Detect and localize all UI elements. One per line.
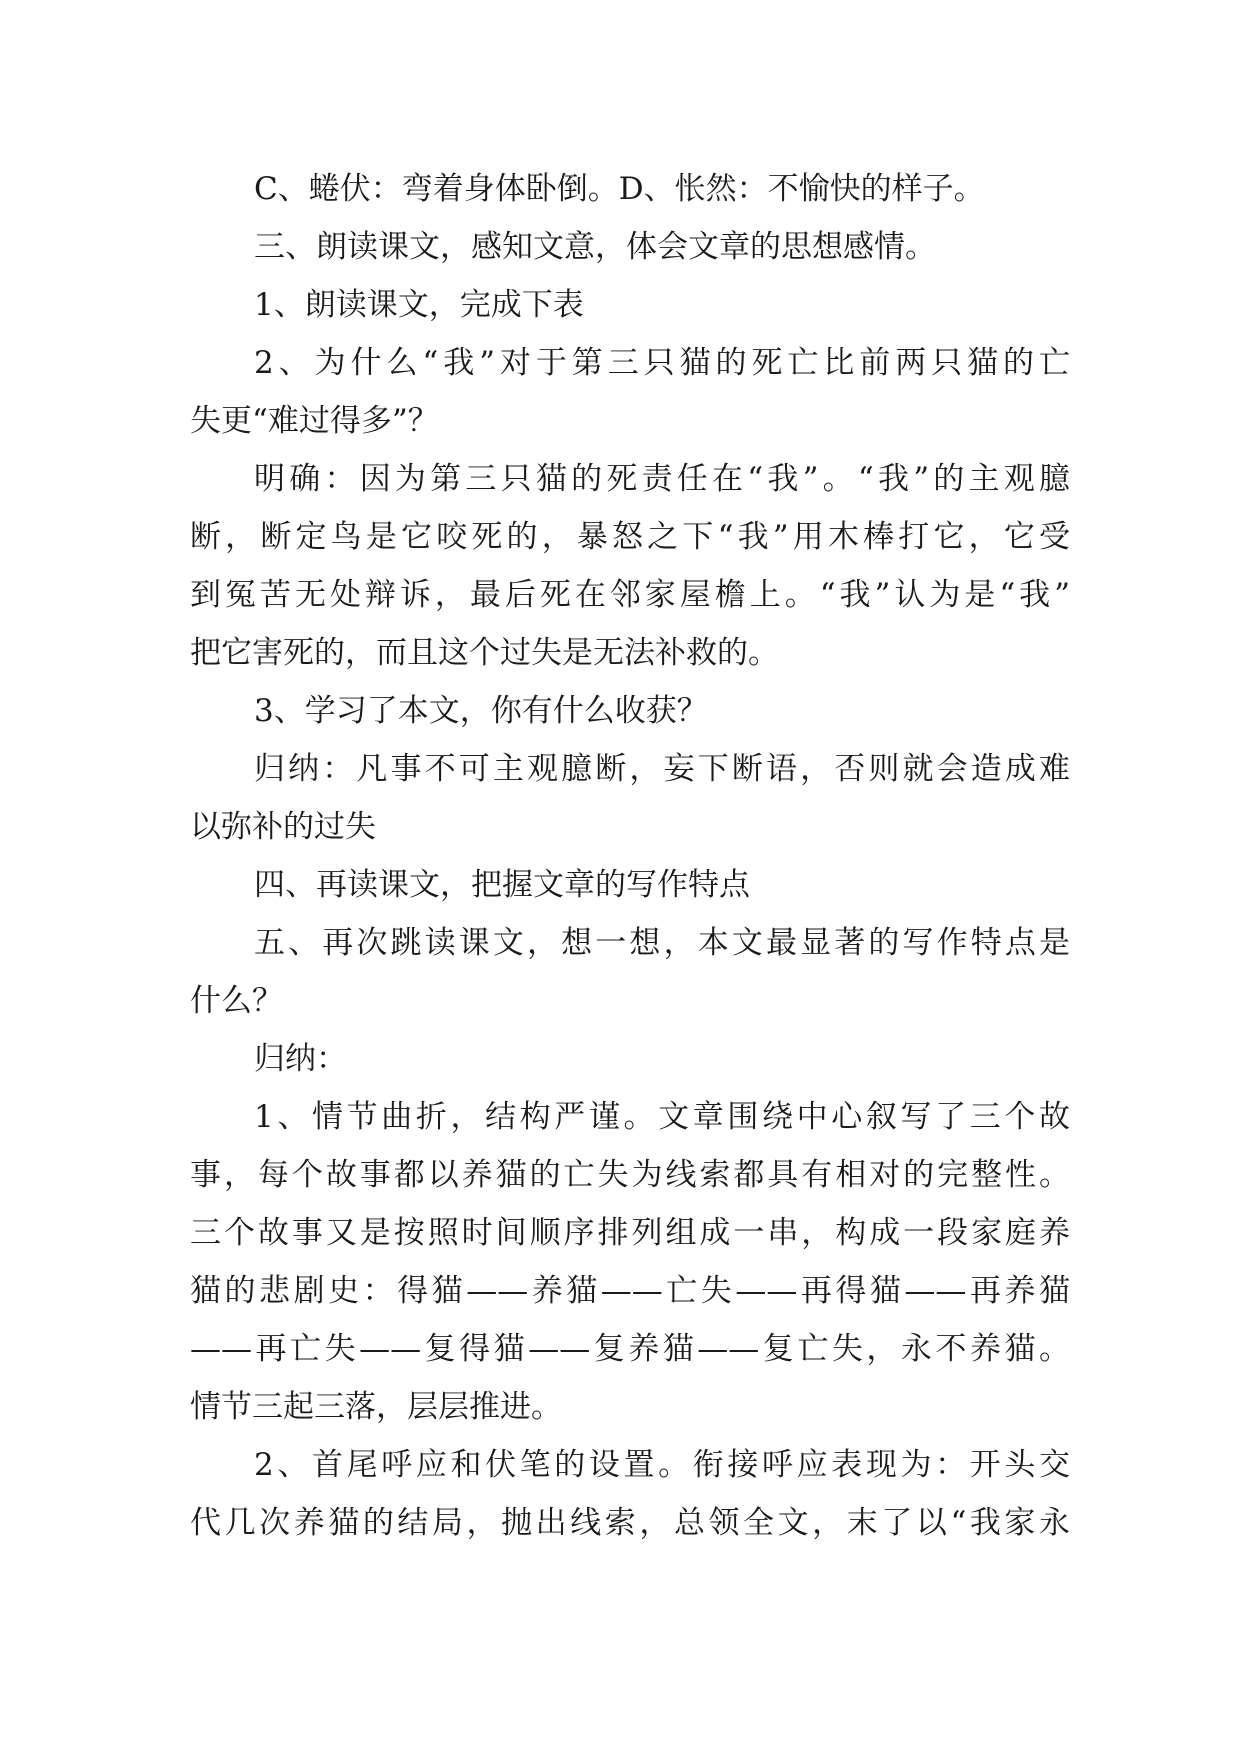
paragraph-line: 什么？ bbox=[190, 983, 283, 1019]
paragraph-line: C、蜷伏：弯着身体卧倒。D、怅然：不愉快的样子。 bbox=[254, 171, 985, 207]
section-heading: 五、再次跳读课文，想一想，本文最显著的写作特点是 bbox=[254, 925, 1070, 961]
paragraph-line: 三个故事又是按照时间顺序排列组成一串，构成一段家庭养 bbox=[190, 1215, 1070, 1251]
section-heading: 四、再读课文，把握文章的写作特点 bbox=[254, 867, 750, 903]
paragraph-line: 1、情节曲折，结构严谨。文章围绕中心叙写了三个故 bbox=[254, 1099, 1070, 1135]
paragraph-line: 到冤苦无处辩诉，最后死在邻家屋檐上。“我”认为是“我” bbox=[190, 577, 1070, 613]
paragraph-line: 以弥补的过失 bbox=[190, 809, 376, 845]
paragraph-line: 归纳：凡事不可主观臆断，妄下断语，否则就会造成难 bbox=[254, 751, 1070, 787]
paragraph-line: 断，断定鸟是它咬死的，暴怒之下“我”用木棒打它，它受 bbox=[190, 519, 1070, 555]
paragraph-line: 归纳： bbox=[254, 1041, 347, 1077]
paragraph-line: 失更“难过得多”？ bbox=[190, 403, 439, 439]
paragraph-line: 3、学习了本文，你有什么收获？ bbox=[254, 693, 708, 729]
paragraph-line: 情节三起三落，层层推进。 bbox=[190, 1389, 562, 1425]
paragraph-line: 把它害死的，而且这个过失是无法补救的。 bbox=[190, 635, 779, 671]
paragraph-line: ——再亡失——复得猫——复养猫——复亡失，永不养猫。 bbox=[190, 1331, 1070, 1367]
document-body bbox=[190, 160, 1070, 1552]
paragraph-line: 1、朗读课文，完成下表 bbox=[254, 287, 584, 323]
paragraph-line: 猫的悲剧史：得猫——养猫——亡失——再得猫——再养猫 bbox=[190, 1273, 1070, 1309]
paragraph-line: 事，每个故事都以养猫的亡失为线索都具有相对的完整性。 bbox=[190, 1157, 1070, 1193]
paragraph-line: 2、首尾呼应和伏笔的设置。衔接呼应表现为：开头交 bbox=[254, 1447, 1070, 1483]
paragraph-line: 2、为什么“我”对于第三只猫的死亡比前两只猫的亡 bbox=[254, 345, 1070, 381]
paragraph-line: 明确：因为第三只猫的死责任在“我”。“我”的主观臆 bbox=[254, 461, 1070, 497]
section-heading: 三、朗读课文，感知文意，体会文章的思想感情。 bbox=[254, 229, 936, 265]
paragraph-line: 代几次养猫的结局，抛出线索，总领全文，末了以“我家永 bbox=[190, 1505, 1070, 1541]
